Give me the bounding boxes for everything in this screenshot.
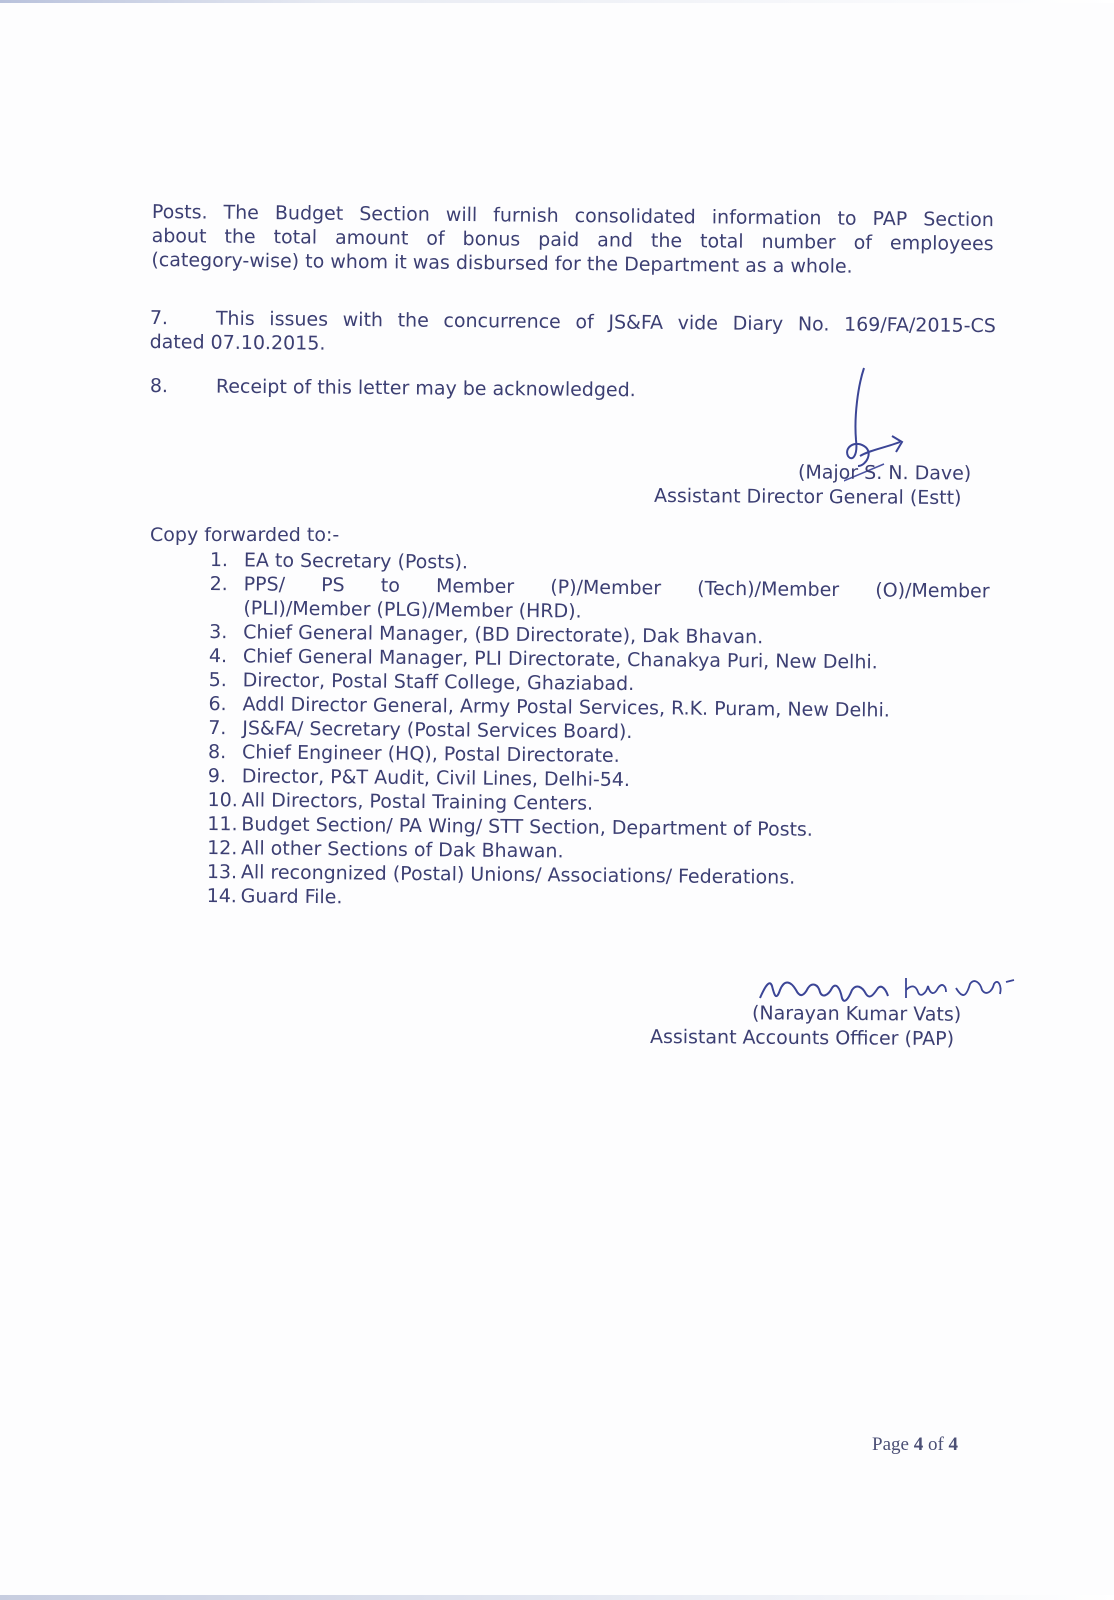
paragraph-number: 8. — [149, 374, 169, 398]
list-text: Addl Director General, Army Postal Services, R.K. Puram, New Delhi. — [242, 693, 890, 722]
list-text: Chief Engineer (HQ), Postal Directorate. — [241, 741, 620, 767]
page-number-sep: of — [923, 1434, 949, 1455]
signatory-2-designation: Assistant Accounts Officer (PAP) — [649, 1025, 955, 1051]
list-number: 10. — [207, 788, 238, 812]
list-number: 8. — [207, 740, 227, 764]
page-number-total: 4 — [948, 1434, 959, 1455]
paragraph-line: dated 07.10.2015. — [149, 330, 326, 355]
list-number: 5. — [208, 668, 227, 692]
list-number: 1. — [209, 548, 229, 572]
paragraph-line: Posts. The Budget Section will furnish consolidated information to PAP Section — [151, 200, 994, 232]
list-text — [243, 572, 989, 627]
paragraph-number: 7. — [149, 306, 169, 330]
paragraph-text: Receipt of this letter may be acknowledged. — [215, 375, 636, 402]
paragraph-text: This issues with the concurrence of JS&FA vide Diary No. 169/FA/2015-CS — [215, 307, 996, 338]
list-number: 4. — [208, 644, 228, 668]
signatory-2-name: (Narayan Kumar Vats) — [751, 1002, 962, 1026]
list-text: EA to Secretary (Posts). — [243, 549, 469, 574]
list-text: Budget Section/ PA Wing/ STT Section, Department of Posts. — [241, 813, 814, 841]
list-text: Director, P&T Audit, Civil Lines, Delhi-54. — [241, 765, 631, 792]
copy-forwarded-list — [207, 548, 990, 915]
list-text: All Directors, Postal Training Centers. — [241, 789, 594, 815]
paragraph-line: about the total amount of bonus paid and the total number of employees — [151, 224, 994, 256]
list-number: 14. — [206, 884, 237, 908]
paragraph-7 — [150, 306, 996, 362]
signatory-1-designation: Assistant Director General (Estt) — [653, 484, 962, 510]
list-text: Chief General Manager, (BD Directorate), Dak Bhavan. — [243, 621, 764, 649]
list-number: 2. — [209, 572, 228, 596]
list-number: 3. — [209, 620, 228, 644]
paragraph-8 — [150, 374, 850, 404]
list-number: 11. — [207, 812, 238, 836]
list-text: JS&FA/ Secretary (Postal Services Board). — [242, 717, 633, 744]
list-number: 13. — [206, 860, 238, 884]
list-number: 7. — [208, 716, 227, 740]
signatory-1-name: (Major S. N. Dave) — [797, 461, 972, 485]
page-number — [872, 1434, 958, 1456]
list-text: All recongnized (Postal) Unions/ Associations/ Federations. — [240, 861, 796, 889]
list-number: 6. — [208, 692, 227, 716]
list-text-line: PPS/ PS to Member (P)/Member (Tech)/Member (O)/Member — [243, 573, 990, 603]
scan-bottom-edge — [0, 1595, 1114, 1600]
copy-forwarded-heading: Copy forwarded to:- — [150, 524, 340, 546]
paragraph-line: (category-wise) to whom it was disbursed for the Department as a whole. — [151, 248, 853, 278]
scan-top-edge — [0, 0, 1114, 3]
list-number: 9. — [207, 764, 227, 788]
list-text: Chief General Manager, PLI Directorate, Chanakya Puri, New Delhi. — [242, 645, 878, 674]
list-text-line: (PLI)/Member (PLG)/Member (HRD). — [243, 597, 582, 623]
list-text: Director, Postal Staff College, Ghaziabad. — [242, 669, 635, 696]
list-text: All other Sections of Dak Bhawan. — [241, 837, 564, 863]
paragraph-6-continuation — [151, 200, 994, 280]
list-text: Guard File. — [240, 885, 343, 909]
list-number: 12. — [207, 836, 238, 860]
page-number-prefix: Page — [872, 1434, 914, 1455]
list-item — [209, 572, 989, 627]
page-number-current: 4 — [913, 1434, 924, 1455]
